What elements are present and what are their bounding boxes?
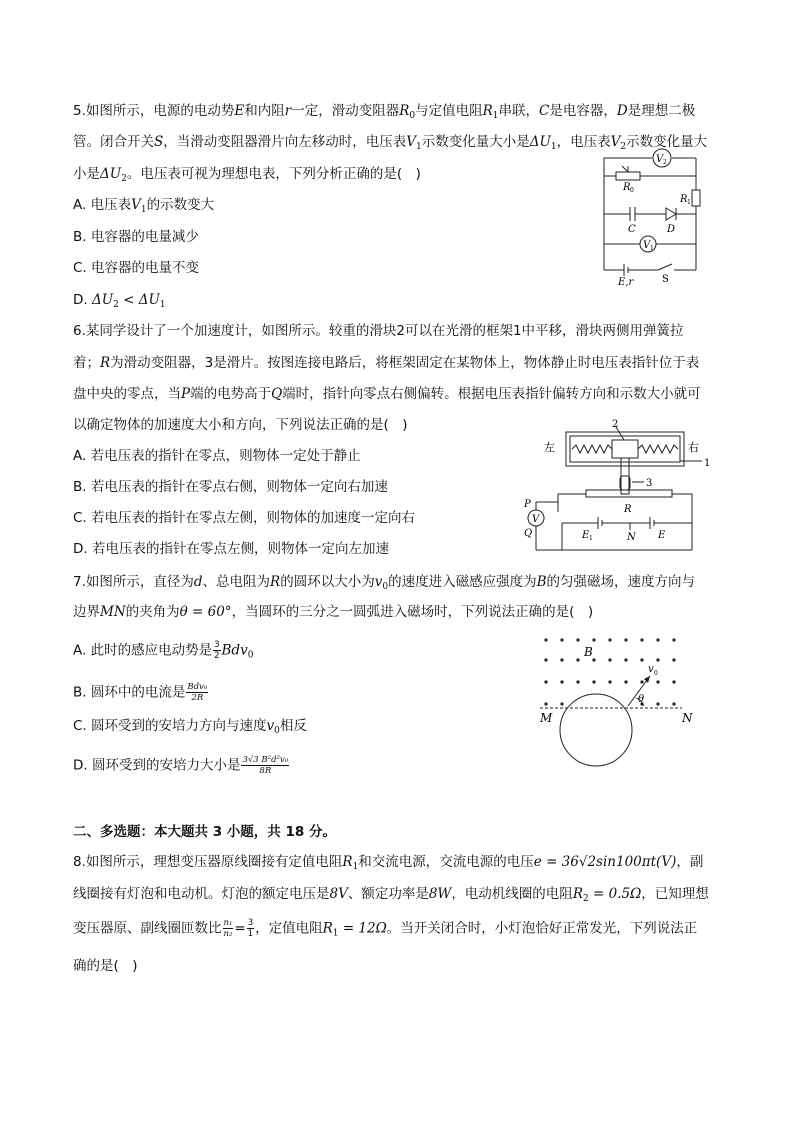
field-dot — [544, 658, 547, 661]
field-dot — [656, 702, 659, 705]
field-dot — [640, 658, 643, 661]
field-dot — [640, 638, 643, 641]
field-dot — [576, 680, 579, 683]
q6-fig-p-label: P — [524, 499, 531, 510]
field-dot — [560, 638, 563, 641]
q5-option-d: D. $\Delta U_2 < \Delta U_1$ — [73, 292, 166, 310]
field-dot — [560, 680, 563, 683]
field-dot — [624, 638, 627, 641]
q5-stem-line3: 小是$\Delta U_2$。电压表可视为理想电表，下列分析正确的是( ) — [73, 166, 421, 184]
field-dot — [576, 658, 579, 661]
field-dot — [672, 638, 675, 641]
q7-fig-v0-sub: 0 — [654, 670, 658, 677]
q7-fig-v0-label: v — [648, 664, 654, 675]
q8-stem-line3: 变压器原、副线圈匝数比 $\frac{\text{n₁}}{\text{n₂}}$ = $\frac{3}{1}$ ，定值电阻$R_1 = 12\Omega$。当开关闭合时，小灯泡恰好正常发光，下列说法正 — [73, 918, 698, 939]
q8-stem-line2: 线圈接有灯泡和电动机。灯泡的额定电压是8V、额定功率是8W，电动机线圈的电阻$R_2 = 0.5\Omega$，已知理想 — [73, 886, 709, 904]
field-dot — [544, 702, 547, 705]
field-dot — [656, 680, 659, 683]
q7-fig-n-label: N — [682, 711, 693, 725]
field-dot — [560, 702, 563, 705]
field-dot — [672, 702, 675, 705]
field-dot — [640, 680, 643, 683]
q8-stem-line1: 8.如图所示，理想变压器原线圈接有定值电阻$R_1$和交流电源，交流电源的电压e = 36√2sin100πt(V)，副 — [73, 854, 704, 872]
field-dot — [560, 658, 563, 661]
section-header-multiple-choice: 二、多选题：本大题共 3 小题，共 18 分。 — [73, 824, 336, 840]
q6-fig-right-label: 右 — [688, 441, 699, 454]
field-dot — [592, 638, 595, 641]
q5-stem-line1: 5.如图所示，电源的电动势E和内阻r一定，滑动变阻器$R_0$与定值电阻$R_1$串联，C是电容器，D是理想二极 — [73, 103, 696, 121]
q7-option-c: C. 圆环受到的安培力方向与速度$v_0$相反 — [73, 718, 307, 736]
q7-option-a: A. 此时的感应电动势是 $\frac{3}{2}$ Bdv$_0$ — [73, 640, 254, 661]
field-dot — [592, 680, 595, 683]
q6-fig-n-label: N — [627, 532, 636, 543]
q5-fig-r0-sub: 0 — [630, 187, 634, 194]
q5-fig-v2-sub: 2 — [663, 159, 667, 166]
q6-stem-line2: 着；R为滑动变阻器，3是滑片。按图连接电路后，将框架固定在某物体上，物体静止时电压表指针位于表 — [73, 355, 700, 371]
q5-fig-r1-label: R — [680, 194, 688, 205]
q7-fig-b-label: B — [584, 645, 593, 659]
q6-stem-line4: 以确定物体的加速度大小和方向，下列说法正确的是( ) — [73, 417, 408, 433]
q5-fig-r1-sub: 1 — [687, 199, 691, 206]
field-dot — [656, 658, 659, 661]
field-dot — [544, 638, 547, 641]
q6-option-c: C. 若电压表的指针在零点左侧，则物体的加速度一定向右 — [73, 510, 416, 526]
q5-option-b: B. 电容器的电量减少 — [73, 229, 199, 245]
q6-fig-e1-sub: 1 — [589, 535, 593, 542]
q6-fig-q-label: Q — [524, 528, 533, 539]
q6-stem-line1: 6.某同学设计了一个加速度计，如图所示。较重的滑块2可以在光滑的框架1中平移，滑块两侧用弹簧拉 — [73, 323, 684, 339]
q7-stem-line2: 边界MN的夹角为θ = 60°，当圆环的三分之一圆弧进入磁场时，下列说法正确的是( ) — [73, 604, 594, 620]
q7-stem-line1: 7.如图所示，直径为d、总电阻为R的圆环以大小为$v_0$的速度进入磁感应强度为B的匀强磁场，速度方向与 — [73, 574, 696, 592]
q5-option-c: C. 电容器的电量不变 — [73, 260, 200, 276]
field-dot — [592, 658, 595, 661]
q5-fig-v1-label: V — [643, 240, 651, 251]
q6-stem-line3: 盘中央的零点，当P端的电势高于Q端时，指针向零点右侧偏转。根据电压表指针偏转方向和示数大小就可 — [73, 386, 701, 402]
q6-option-b: B. 若电压表的指针在零点右侧，则物体一定向右加速 — [73, 479, 388, 495]
q5-fig-r0-label: R — [623, 182, 631, 193]
q5-option-a: A. 电压表$V_1$的示数变大 — [73, 197, 215, 215]
q7-fig-theta-label: θ — [638, 694, 645, 705]
q5-fig-s-label: S — [662, 274, 669, 285]
field-dot — [624, 680, 627, 683]
q5-fig-d-label: D — [667, 224, 676, 235]
q6-option-d: D. 若电压表的指针在零点左侧，则物体一定向左加速 — [73, 541, 389, 557]
q8-stem-line4: 确的是( ) — [73, 958, 138, 974]
q5-fig-er-label: E,r — [618, 277, 634, 288]
field-dot — [544, 680, 547, 683]
q6-fig-v-label: V — [532, 514, 540, 525]
field-dot — [672, 680, 675, 683]
field-dot — [656, 638, 659, 641]
q6-fig-e1-label: E — [582, 530, 590, 541]
q7-option-b: B. 圆环中的电流是 $\frac{\text{Bdv₀}}{2R}$ — [73, 682, 208, 703]
field-dot — [576, 638, 579, 641]
field-dot — [608, 638, 611, 641]
q6-fig-label-1: 1 — [704, 458, 711, 469]
q5-fig-v2-label: V — [656, 154, 664, 165]
q7-fig-m-label: M — [540, 711, 553, 725]
q5-circuit-figure — [596, 146, 716, 288]
q5-fig-c-label: C — [628, 224, 636, 235]
q6-fig-label-2: 2 — [612, 419, 619, 430]
field-dot — [608, 680, 611, 683]
q7-option-d: D. 圆环受到的安培力大小是 $\frac{\text{3√3 B²d²v₀}}{8R}$ — [73, 755, 289, 776]
q7-magnetic-field-figure — [532, 630, 708, 772]
q6-fig-r-label: R — [624, 504, 632, 515]
field-dot — [624, 658, 627, 661]
q5-stem-line2: 管。闭合开关S，当滑动变阻器滑片向左移动时，电压表$V_1$示数变化量大小是$\Delta U_1$，电压表$V_2$示数变化量大 — [73, 134, 708, 152]
q6-accelerometer-figure — [520, 418, 720, 554]
q6-fig-e-label: E — [658, 530, 666, 541]
field-dot — [672, 658, 675, 661]
q5-fig-v1-sub: 1 — [650, 245, 654, 252]
q6-fig-left-label: 左 — [544, 441, 555, 454]
q6-option-a: A. 若电压表的指针在零点，则物体一定处于静止 — [73, 448, 361, 464]
q6-fig-label-3: 3 — [646, 478, 653, 489]
field-dot — [608, 658, 611, 661]
